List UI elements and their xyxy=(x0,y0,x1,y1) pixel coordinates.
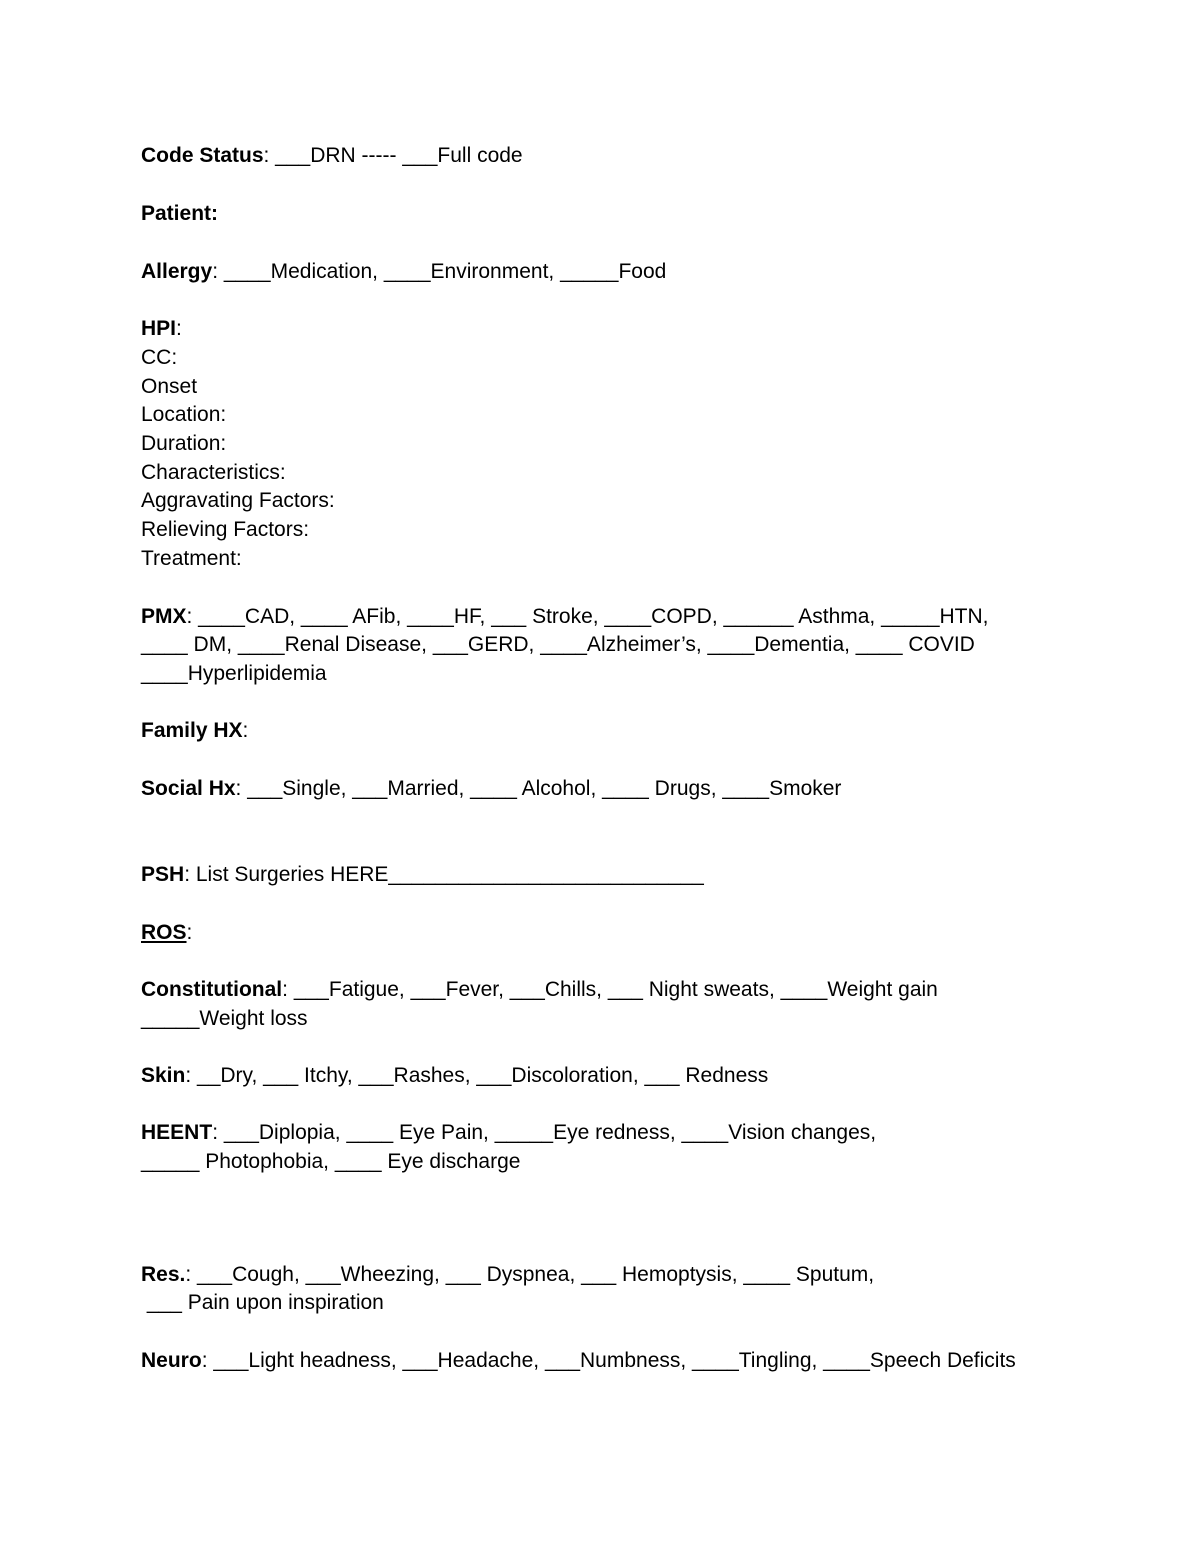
pmx-line-1 xyxy=(141,602,989,631)
hpi-label: HPI xyxy=(141,317,177,340)
heent-line-2: _____ Photophobia, ____ Eye discharge xyxy=(141,1150,521,1173)
patient-line xyxy=(141,199,218,228)
allergy-options: : ____Medication, ____Environment, _____Food xyxy=(212,260,667,283)
res-line-1 xyxy=(141,1260,874,1289)
heent-options-1: : ___Diplopia, ____ Eye Pain, _____Eye redness, ____Vision changes, xyxy=(212,1121,877,1144)
pmx-options-1: : ____CAD, ____ AFib, ____HF, ___ Stroke, ____COPD, ______ Asthma, _____HTN, xyxy=(186,605,989,628)
patient-label: Patient: xyxy=(141,202,219,225)
ros-label: ROS xyxy=(141,921,187,944)
psh-prompt: : List Surgeries HERE___________________________ xyxy=(184,863,704,886)
neuro-label: Neuro xyxy=(141,1349,202,1372)
hpi-field-characteristics: Characteristics: xyxy=(141,461,286,484)
hpi-field-cc: CC: xyxy=(141,346,178,369)
social-hx-label: Social Hx xyxy=(141,777,236,800)
constitutional-label: Constitutional xyxy=(141,978,283,1001)
constitutional-line-2: _____Weight loss xyxy=(141,1007,308,1030)
hpi-colon: : xyxy=(176,317,182,340)
family-hx-line xyxy=(141,716,248,745)
allergy-line xyxy=(141,257,666,286)
family-hx-colon: : xyxy=(242,719,249,742)
code-status-label: Code Status xyxy=(141,144,264,167)
hpi-field-treatment: Treatment: xyxy=(141,547,242,570)
neuro-line xyxy=(141,1346,1016,1375)
psh-label: PSH xyxy=(141,863,185,886)
hpi-heading xyxy=(141,314,182,343)
skin-options: : __Dry, ___ Itchy, ___Rashes, ___Discoloration, ___ Redness xyxy=(185,1064,769,1087)
res-options-1: : ___Cough, ___Wheezing, ___ Dyspnea, ___ Hemoptysis, ____ Sputum, xyxy=(185,1263,875,1286)
pmx-label: PMX xyxy=(141,605,187,628)
constitutional-options-1: : ___Fatigue, ___Fever, ___Chills, ___ Night sweats, ____Weight gain xyxy=(282,978,938,1001)
social-hx-line xyxy=(141,774,841,803)
constitutional-line-1 xyxy=(141,975,938,1004)
neuro-options: : ___Light headness, ___Headache, ___Numbness, ____Tingling, ____Speech Deficits xyxy=(201,1349,1016,1372)
hpi-field-duration: Duration: xyxy=(141,432,227,455)
pmx-line-3: ____Hyperlipidemia xyxy=(141,662,327,685)
skin-label: Skin xyxy=(141,1064,186,1087)
allergy-label: Allergy xyxy=(141,260,213,283)
psh-line xyxy=(141,860,704,889)
code-status-options: : ___DRN ----- ___Full code xyxy=(263,144,523,167)
social-hx-options: : ___Single, ___Married, ____ Alcohol, ____ Drugs, ____Smoker xyxy=(235,777,842,800)
skin-line xyxy=(141,1061,768,1090)
hpi-field-aggravating-factors: Aggravating Factors: xyxy=(141,489,335,512)
hpi-field-onset: Onset xyxy=(141,375,198,398)
ros-heading xyxy=(141,918,192,947)
hpi-field-relieving-factors: Relieving Factors: xyxy=(141,518,310,541)
code-status-line xyxy=(141,141,523,170)
ros-colon: : xyxy=(186,921,193,944)
pmx-line-2: ____ DM, ____Renal Disease, ___GERD, ____Alzheimer’s, ____Dementia, ____ COVID xyxy=(141,633,975,656)
heent-line-1 xyxy=(141,1118,876,1147)
heent-label: HEENT xyxy=(141,1121,213,1144)
hpi-field-location: Location: xyxy=(141,403,227,426)
res-line-2: ___ Pain upon inspiration xyxy=(141,1291,384,1314)
res-label: Res. xyxy=(141,1263,186,1286)
family-hx-label: Family HX xyxy=(141,719,243,742)
